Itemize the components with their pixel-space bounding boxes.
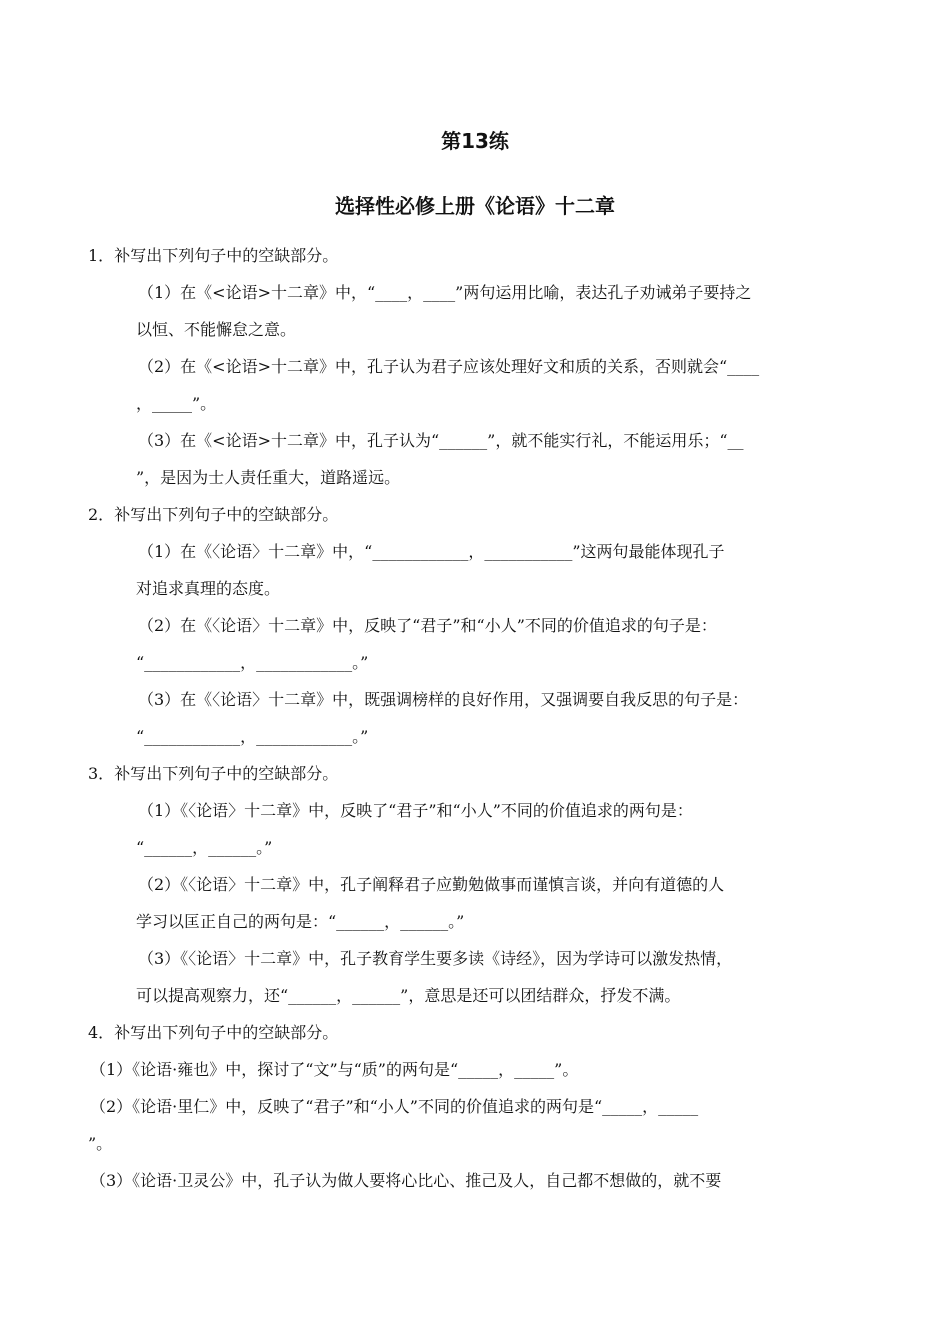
question-3-prompt: 补写出下列句子中的空缺部分。 <box>114 764 339 783</box>
q1-line-6: ”，是因为士人责任重大，道路遥远。 <box>136 468 401 487</box>
q2-line-3: （2）在《〈论语〉十二章》中，反映了“君子”和“小人”不同的价值追求的句子是： <box>138 616 717 635</box>
q3-line-4: 学习以匡正自己的两句是：“______，______。” <box>136 912 465 931</box>
question-2-prompt: 补写出下列句子中的空缺部分。 <box>114 505 339 524</box>
q3-line-3: （2）《〈论语〉十二章》中，孔子阐释君子应勤勉做事而谨慎言谈，并向有道德的人 <box>138 875 725 894</box>
q1-line-5: （3）在《<论语>十二章》中，孔子认为“______”，就不能实行礼，不能运用乐；“__ <box>138 431 744 450</box>
q3-line-6: 可以提高观察力，还“______，______”，意思是还可以团结群众，抒发不满。 <box>136 986 681 1005</box>
question-1-heading <box>88 245 338 267</box>
question-3-number: 3． <box>88 764 115 783</box>
q4-line-1: （1）《论语·雍也》中，探讨了“文”与“质”的两句是“_____，_____”。 <box>90 1060 579 1079</box>
question-1-number: 1． <box>88 246 115 265</box>
q1-line-3: （2）在《<论语>十二章》中，孔子认为君子应该处理好文和质的关系，否则就会“____ <box>138 357 760 376</box>
question-1-prompt: 补写出下列句子中的空缺部分。 <box>114 246 339 265</box>
q4-line-4: （3）《论语·卫灵公》中，孔子认为做人要将心比心、推己及人，自己都不想做的，就不要 <box>90 1171 722 1190</box>
q2-line-5: （3）在《〈论语〉十二章》中，既强调榜样的良好作用，又强调要自我反思的句子是： <box>138 690 749 709</box>
q1-line-2: 以恒、不能懈怠之意。 <box>136 320 297 339</box>
q1-line-1: （1）在《<论语>十二章》中，“____，____”两句运用比喻，表达孔子劝诫弟子要持之 <box>138 283 752 302</box>
q2-line-6: “____________，____________。” <box>136 727 369 746</box>
q1-line-4: ，_____”。 <box>136 394 217 413</box>
page-title: 第13练 <box>441 129 509 153</box>
question-2-heading <box>88 504 338 526</box>
q2-line-1: （1）在《〈论语〉十二章》中，“____________，___________”这两句最能体现孔子 <box>138 542 725 561</box>
q3-line-2: “______，______。” <box>136 838 273 857</box>
q4-line-3: ”。 <box>88 1134 113 1153</box>
q2-line-2: 对追求真理的态度。 <box>136 579 281 598</box>
q3-line-1: （1）《〈论语〉十二章》中，反映了“君子”和“小人”不同的价值追求的两句是： <box>138 801 693 820</box>
question-4-number: 4． <box>88 1023 115 1042</box>
q4-line-2: （2）《论语·里仁》中，反映了“君子”和“小人”不同的价值追求的两句是“_____，_____ <box>90 1097 699 1116</box>
question-4-prompt: 补写出下列句子中的空缺部分。 <box>114 1023 339 1042</box>
page-subtitle: 选择性必修上册《论语》十二章 <box>335 194 615 218</box>
q3-line-5: （3）《〈论语〉十二章》中，孔子教育学生要多读《诗经》，因为学诗可以激发热情， <box>138 949 733 968</box>
q2-line-4: “____________，____________。” <box>136 653 369 672</box>
question-2-number: 2． <box>88 505 115 524</box>
question-4-heading <box>88 1022 338 1044</box>
question-3-heading <box>88 763 338 785</box>
